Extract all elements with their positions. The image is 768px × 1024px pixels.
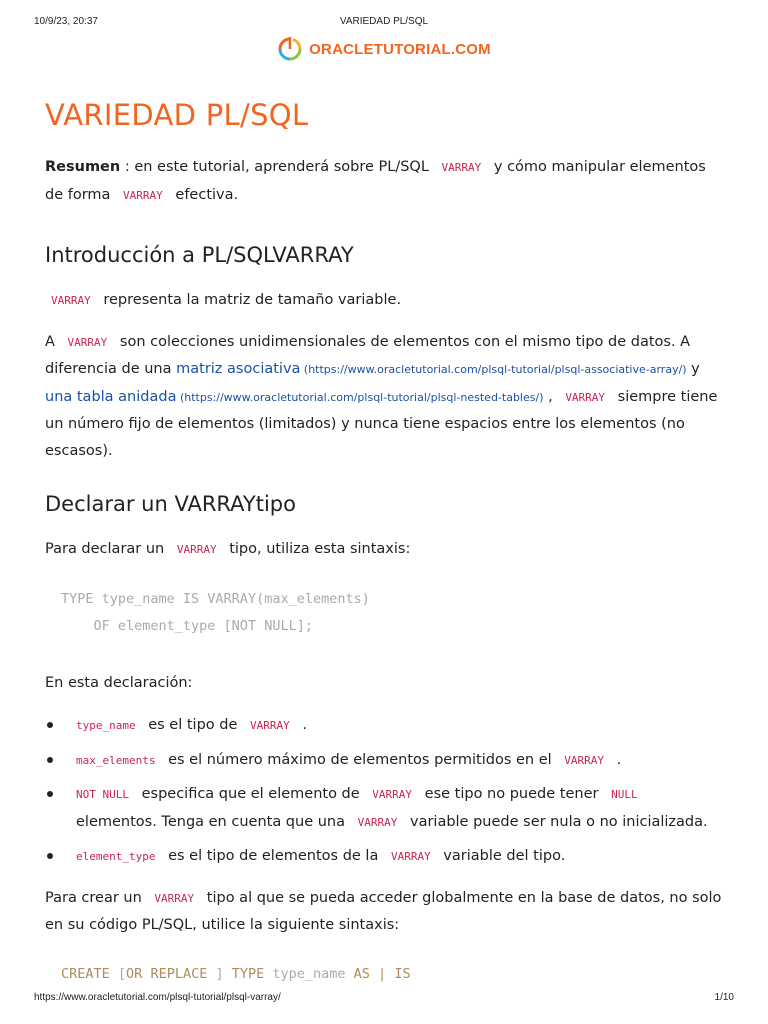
section-heading-declare: Declarar un VARRAYtipo [45,492,296,516]
text-span: variable puede ser nula o no inicializada. [405,813,708,830]
oracletutorial-logo-icon [277,36,303,62]
code-token: TYPE [223,965,265,982]
text-span: . [612,751,622,768]
print-footer [34,992,734,1006]
declare-intro [45,536,725,564]
print-datetime: 10/9/23, 20:37 [34,16,98,27]
text-span: es el tipo de elementos de la [163,848,383,864]
text-span: A [45,333,60,350]
text-span: ese tipo no puede tener [420,786,604,802]
inline-code: NOT NULL [76,788,129,801]
list-item [76,712,725,740]
site-logo[interactable] [0,36,768,62]
code-line-1: TYPE type_name IS VARRAY(max_elements) [61,590,370,607]
inline-code: VARRAY [357,815,398,829]
code-line-2: OF element_type [NOT NULL]; [61,617,313,634]
text-span: . [297,717,307,733]
summary-label: Resumen [45,159,121,175]
inline-code: VARRAY [441,161,482,174]
inline-code: VARRAY [390,850,431,863]
text-span: : en este tutorial, aprenderá sobre PL/SQL [120,159,434,175]
text-span: efectiva. [170,186,239,203]
code-token: OR [126,965,143,982]
inline-code: element_type [76,850,156,863]
list-item [76,747,725,775]
text-span: siempre tiene un número fijo de elementos (limitados) y nunca tiene espacios entre los elementos (no escasos). [45,388,718,459]
text-span: Para declarar un [45,541,169,557]
inline-code: VARRAY [565,390,606,404]
declaration-intro: En esta declaración: [45,674,193,691]
declaration-list [45,712,725,871]
bullet-icon [47,722,53,728]
code-token: ] [207,965,224,982]
inline-code: VARRAY [176,543,217,556]
page-title: VARIEDAD PL/SQL [45,98,309,132]
text-span: , [543,388,558,405]
code-token: AS [345,965,370,982]
text-span: y [686,361,700,377]
bullet-icon [47,757,53,763]
code-token: REPLACE [142,965,208,982]
text-span: tipo al que se pueda acceder globalmente en la base de datos, no solo en su código PL/SQL, utilice la siguiente sintaxis: [45,889,722,933]
syntax-code-block [45,586,725,640]
inline-code: type_name [76,719,136,732]
inline-code: VARRAY [250,719,290,732]
inline-code: VARRAY [51,294,91,307]
create-code-block [45,961,725,988]
text-span: variable del tipo. [438,848,566,864]
inline-code: NULL [611,788,638,801]
article-content [45,96,725,988]
print-title: VARIEDAD PL/SQL [339,16,429,27]
print-url: https://www.oracletutorial.com/plsql-tutorial/plsql-varray/ [34,992,281,1003]
text-span: y cómo manipular elementos de forma [45,159,706,203]
code-token: [ [109,965,127,982]
code-token: CREATE [61,965,110,982]
text-span: especifica que el elemento de [136,786,365,802]
section-heading-intro: Introducción a PL/SQLVARRAY [45,243,354,267]
inline-code: VARRAY [372,788,413,801]
intro-paragraph-2 [45,329,725,465]
print-header [34,16,734,30]
inline-code: VARRAY [123,188,163,202]
associative-array-url[interactable]: (https://www.oracletutorial.com/plsql-tutorial/plsql-associative-array/) [300,363,687,376]
nested-table-link[interactable]: una tabla anidada [45,388,177,405]
bullet-icon [47,791,53,797]
list-item [76,781,725,836]
code-token: type_name [264,965,346,982]
logo-text: ORACLETUTORIAL.COM [309,40,491,58]
summary-paragraph [45,154,725,209]
text-span: elementos. Tenga en cuenta que una [76,813,350,830]
print-page-number: 1/10 [714,992,734,1003]
inline-code: VARRAY [154,891,195,905]
inline-code: max_elements [76,753,156,767]
associative-array-link[interactable]: matriz asociativa [176,361,301,377]
text-span: es el número máximo de elementos permitidos en el [163,751,557,768]
create-intro [45,885,725,939]
bullet-icon [47,853,53,859]
inline-code: VARRAY [564,753,605,767]
code-token: IS [386,965,411,982]
list-item [76,843,725,871]
text-span: Para crear un [45,889,147,906]
text-span: tipo, utiliza esta sintaxis: [224,541,411,557]
text-span: representa la matriz de tamaño variable. [98,292,402,308]
code-token: | [369,965,387,982]
text-span: es el tipo de [143,717,242,733]
intro-paragraph-1 [45,287,725,315]
nested-table-url[interactable]: (https://www.oracletutorial.com/plsql-tutorial/plsql-nested-tables/) [176,390,544,404]
text-span: son colecciones unidimensionales de elementos con el mismo tipo de datos. A diferencia de una [45,333,691,377]
inline-code: VARRAY [67,335,108,349]
